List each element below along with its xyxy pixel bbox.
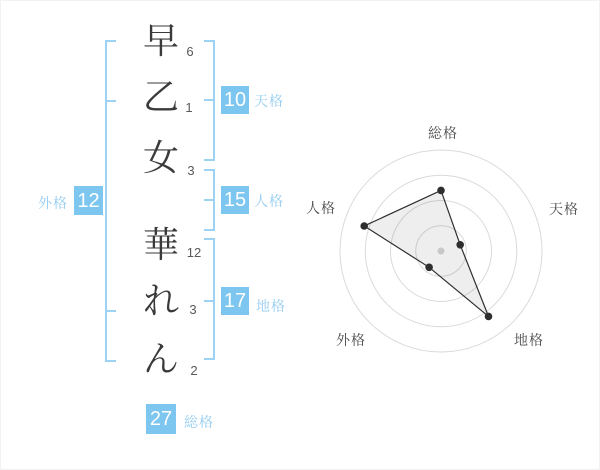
radar-vertex-dot	[425, 264, 433, 272]
name-character: 女	[142, 137, 179, 178]
tenkaku-value: 10	[223, 89, 247, 111]
radar-vertex-dot	[456, 241, 464, 249]
radar-vertex-dot	[485, 313, 493, 321]
stroke-count: 1	[185, 100, 193, 115]
gaikaku-bracket	[106, 41, 116, 361]
stroke-count: 12	[186, 245, 202, 260]
chikaku-label: 地格	[256, 298, 286, 314]
radar-axis-label-soukaku: 総格	[428, 125, 458, 141]
radar-axis-label-tenkaku: 天格	[549, 201, 579, 217]
radar-axis-label-gaikaku: 外格	[336, 332, 366, 348]
soukaku-badge	[146, 404, 176, 434]
gaikaku-label: 外格	[38, 195, 68, 211]
gaikaku-value: 12	[77, 189, 100, 212]
jinkaku-badge	[221, 186, 249, 214]
chikaku-badge	[221, 287, 249, 315]
name-character: 早	[142, 20, 179, 61]
gaikaku-badge	[74, 186, 103, 215]
name-character: 華	[142, 224, 179, 265]
soukaku-value: 27	[149, 408, 173, 430]
radar-axis-label-chikaku: 地格	[514, 332, 544, 348]
tenkaku-badge	[221, 86, 249, 114]
name-character: れ	[142, 280, 179, 321]
radar-axis-label-jinkaku: 人格	[306, 200, 336, 216]
stroke-count: 6	[186, 44, 194, 59]
chikaku-value: 17	[223, 290, 247, 312]
soukaku-label: 総格	[184, 414, 214, 430]
jinkaku-label: 人格	[254, 193, 284, 209]
jinkaku-bracket	[204, 170, 214, 230]
stroke-count: 3	[189, 302, 197, 317]
diagram-canvas	[1, 1, 600, 470]
tenkaku-label: 天格	[254, 93, 284, 109]
name-character: ん	[142, 338, 179, 379]
radar-chart	[340, 150, 542, 352]
radar-vertex-dot	[360, 222, 368, 230]
stroke-count: 2	[190, 363, 198, 378]
radar-center-dot	[438, 248, 445, 255]
tenkaku-bracket	[204, 41, 214, 160]
jinkaku-value: 15	[223, 189, 247, 211]
name-character: 乙	[142, 76, 179, 117]
stroke-count: 3	[187, 163, 195, 178]
radar-vertex-dot	[437, 187, 445, 195]
